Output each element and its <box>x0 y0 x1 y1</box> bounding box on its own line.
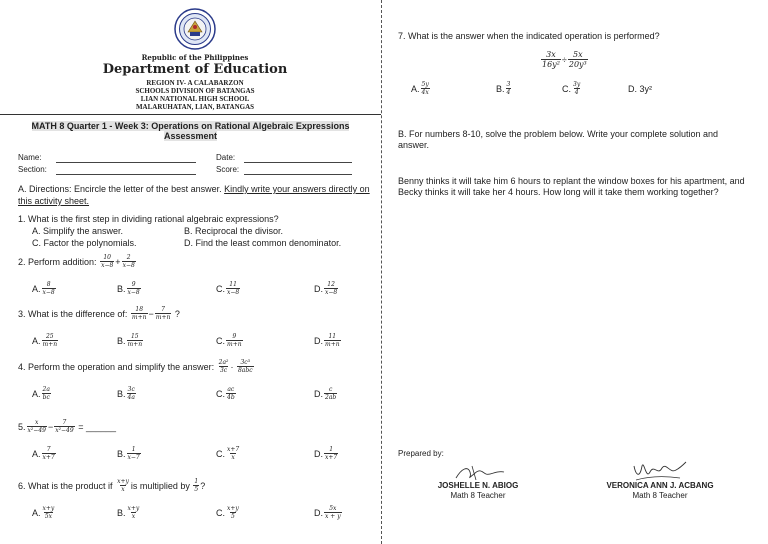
q5-options <box>0 446 381 466</box>
q6-fraction-2: $\frac{1}{5}$ <box>194 478 199 493</box>
title-line2: Assessment <box>163 131 218 141</box>
name-label: Name: <box>18 153 42 162</box>
q4-option-c[interactable]: C. $\frac{ac}{4b}$ <box>216 386 235 401</box>
q4-fraction-1: $\frac{\text{2a²}}{3c}$ <box>218 359 229 374</box>
date-field[interactable] <box>244 162 352 163</box>
q3-text: 3. What is the difference of: <box>18 308 128 319</box>
q2-option-b[interactable]: B. $\frac{9}{x-8}$ <box>117 281 140 296</box>
directions-underlined: Kindly write your answers directly on this activity sheet. <box>18 184 370 206</box>
q4-option-a[interactable]: A. $\frac{2a}{bc}$ <box>32 386 50 401</box>
header-rule <box>0 114 381 115</box>
q6-option-d[interactable]: D. $\frac{5x}{x + y}$ <box>314 505 341 520</box>
department-name: Department of Education <box>102 62 288 77</box>
q6-end: ? <box>200 480 206 491</box>
q7-expression <box>540 50 589 69</box>
q4-option-b[interactable]: B. $\frac{3c}{4a}$ <box>117 386 135 401</box>
q7-fraction-2: $\frac{5x}{\text{20y³}}$ <box>568 50 587 69</box>
q5-option-a[interactable]: A. $\frac{7}{x+7}$ <box>32 446 55 461</box>
q4-operator: · <box>230 361 234 372</box>
q7-fraction-1: $\frac{3x}{\text{16y²}}$ <box>542 50 560 69</box>
q3-option-b[interactable]: B. $\frac{15}{m+n}$ <box>117 333 143 348</box>
q3-operator: − <box>148 308 154 319</box>
q7-option-d[interactable]: D. 3y² <box>628 84 653 94</box>
q3-fraction-1: $\frac{18}{m+n}$ <box>131 306 147 321</box>
q6-fraction-1: $\frac{x+y}{x}$ <box>117 478 129 493</box>
q1-option-c[interactable]: C. Factor the polynomials. <box>32 238 137 248</box>
preparer-2-role: Math 8 Teacher <box>632 491 688 500</box>
q6-text-b: is multiplied by <box>130 480 190 491</box>
address-line: MALARUHATAN, LIAN, BATANGAS <box>135 103 255 111</box>
deped-seal-icon <box>174 8 216 50</box>
q6-question <box>18 478 205 493</box>
q5-fraction-2: $\frac{7}{\text{x²−49}}$ <box>55 419 74 434</box>
q7-operator: ÷ <box>561 54 567 65</box>
q3-option-a[interactable]: A. $\frac{25}{m+n}$ <box>32 333 58 348</box>
title-banner <box>10 121 371 141</box>
republic-line: Republic of the Philippines <box>141 53 249 62</box>
q5-question <box>18 419 116 434</box>
q2-option-d[interactable]: D. $\frac{12}{x-8}$ <box>314 281 338 296</box>
date-label: Date: <box>216 153 236 162</box>
q5-option-b[interactable]: B. $\frac{1}{x-7}$ <box>117 446 140 461</box>
q4-option-d[interactable]: D. $\frac{c}{2ab}$ <box>314 386 337 401</box>
q3-options <box>0 333 381 353</box>
title-line1: MATH 8 Quarter 1 - Week 3: Operations on Rational Algebraic Expressions <box>31 121 350 131</box>
region-line: REGION IV- A CALABARZON <box>146 79 244 87</box>
q3-end: ? <box>174 308 180 319</box>
q3-question <box>18 306 180 321</box>
q6-option-a[interactable]: A. $\frac{x+y}{5x}$ <box>32 505 55 520</box>
q6-option-b[interactable]: B. $\frac{x+y}{x}$ <box>117 505 140 520</box>
q6-option-c[interactable]: C. $\frac{x+y}{5}$ <box>216 505 239 520</box>
q2-option-a[interactable]: A. $\frac{8}{x-8}$ <box>32 281 55 296</box>
q2-fraction-2: $\frac{2}{x-8}$ <box>122 254 135 269</box>
q5-option-c[interactable]: C. $\frac{x+7}{x}$ <box>216 446 240 461</box>
q1-option-b[interactable]: B. Reciprocal the divisor. <box>184 226 284 236</box>
q3-option-d[interactable]: D. $\frac{11}{m+n}$ <box>314 333 340 348</box>
q3-option-c[interactable]: C. $\frac{9}{m+n}$ <box>216 333 242 348</box>
q4-text: 4. Perform the operation and simplify the answer: <box>18 361 215 372</box>
q7-option-c[interactable]: C. $\frac{3y}{4}$ <box>562 81 581 96</box>
q2-question <box>18 254 137 269</box>
section-label: Section: <box>18 165 47 174</box>
q2-options <box>0 281 381 301</box>
q5-label: 5. <box>18 421 26 432</box>
q5-operator: − <box>47 421 54 432</box>
q7-option-a[interactable]: A. $\frac{5y}{4x}$ <box>411 81 429 96</box>
q4-question <box>18 359 255 374</box>
q3-fraction-2: $\frac{7}{m+n}$ <box>155 306 171 321</box>
q1-option-a[interactable]: A. Simplify the answer. <box>32 226 124 236</box>
prepared-by-label: Prepared by: <box>398 449 444 458</box>
preparer-2-name: VERONICA ANN J. ACBANG <box>606 481 714 490</box>
q6-options <box>0 505 381 525</box>
q2-operator: + <box>115 256 121 267</box>
q7-options <box>0 81 768 101</box>
q1-text: 1. What is the first step in dividing rational algebraic expressions? <box>18 214 279 224</box>
division-line: SCHOOLS DIVISION OF BATANGAS <box>135 87 255 95</box>
q5-option-d[interactable]: D. $\frac{1}{x+7}$ <box>314 446 338 461</box>
q5-end: = ______ <box>78 421 116 432</box>
name-field[interactable] <box>56 162 196 163</box>
q1-option-d[interactable]: D. Find the least common denominator. <box>184 238 342 248</box>
section-field[interactable] <box>56 174 196 175</box>
q2-text: 2. Perform addition: <box>18 256 97 267</box>
school-line: LIAN NATIONAL HIGH SCHOOL <box>140 95 250 103</box>
part-b-instructions: B. For numbers 8-10, solve the problem below. Write your complete solution and answer. <box>398 129 718 150</box>
q2-fraction-1: $\frac{10}{x-8}$ <box>101 254 114 269</box>
q7-text: 7. What is the answer when the indicated operation is performed? <box>398 31 660 41</box>
q5-fraction-1: $\frac{x}{\text{x²−49}}$ <box>27 419 46 434</box>
q6-text-a: 6. What is the product if <box>18 480 113 491</box>
score-label: Score: <box>216 165 240 174</box>
word-problem: Benny thinks it will take him 6 hours to replant the window boxes for his apartment, and Becky thinks it will take her 4 hours. How long will it take them working together? <box>398 176 745 197</box>
q4-options <box>0 386 381 406</box>
q4-fraction-2: $\frac{\text{3c³}}{\text{8abc}}$ <box>237 359 253 374</box>
directions-text: A. Directions: Encircle the letter of the best answer. <box>18 184 225 194</box>
directions <box>18 183 378 207</box>
preparer-1-role: Math 8 Teacher <box>450 491 506 500</box>
q2-option-c[interactable]: C. $\frac{11}{x-8}$ <box>216 281 240 296</box>
q7-option-b[interactable]: B. $\frac{3}{4}$ <box>496 81 511 96</box>
score-field[interactable] <box>244 174 352 175</box>
preparer-1-name: JOSHELLE N. ABIOG <box>437 481 519 490</box>
